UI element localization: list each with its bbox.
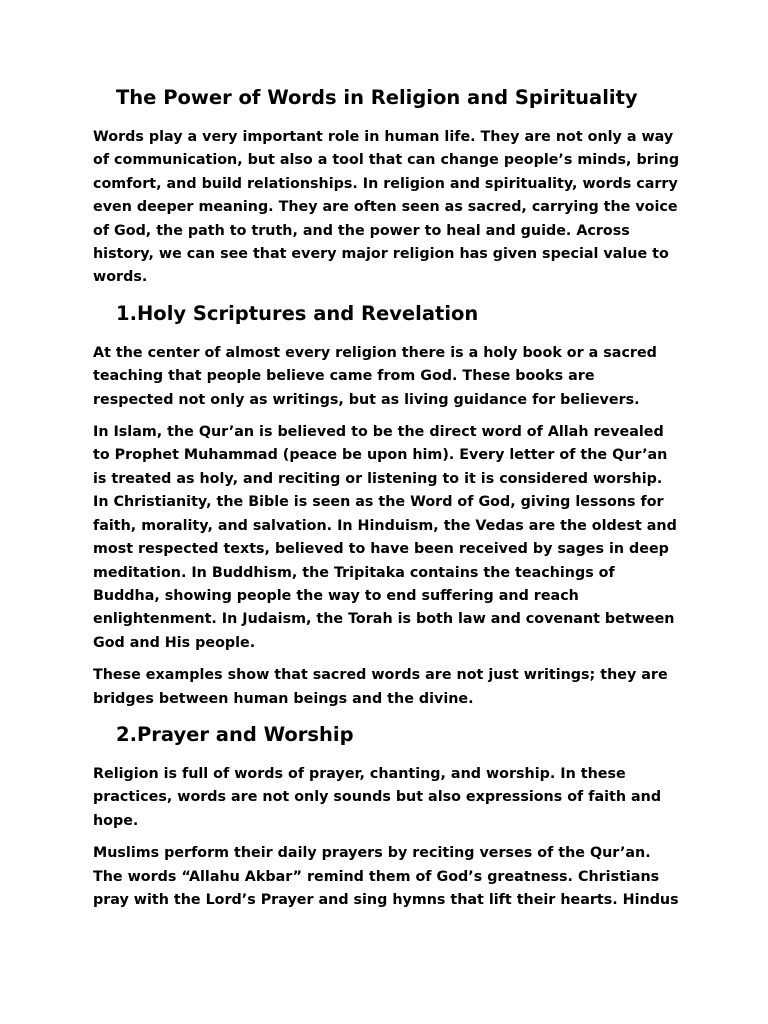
text-line: These examples show that sacred words are not just writings; they are	[93, 667, 668, 684]
text-line: Words play a very important role in human life. They are not only a way	[93, 129, 674, 145]
text-line: most respected texts, believed to have been received by sages in deep	[93, 541, 669, 558]
text-line: words.	[93, 269, 148, 286]
text-line: enlightenment. In Judaism, the Torah is both law and covenant between	[93, 611, 675, 628]
body-paragraph	[93, 763, 683, 833]
text-line: Buddha, showing people the way to end suffering and reach	[93, 587, 579, 604]
text-line: At the center of almost every religion there is a holy book or a sacred	[93, 344, 657, 361]
text-line: comfort, and build relationships. In religion and spirituality, words carry	[93, 175, 678, 192]
text-line: Religion is full of words of prayer, chanting, and worship. In these	[93, 765, 626, 782]
text-line: bridges between human beings and the divine.	[93, 690, 474, 707]
text-line: Muslims perform their daily prayers by reciting verses of the Qur’an.	[93, 845, 651, 862]
text-line: pray with the Lord’s Prayer and sing hymns that lift their hearts. Hindus	[93, 891, 679, 908]
section-title: Holy Scriptures and Revelation	[136, 301, 479, 325]
text-line: In Christianity, the Bible is seen as the Word of God, giving lessons for	[93, 494, 664, 511]
text-line: In Islam, the Qur’an is believed to be the direct word of Allah revealed	[93, 424, 664, 441]
text-line: The words “Allahu Akbar” remind them of God’s greatness. Christians	[93, 868, 660, 885]
text-line: teaching that people believe came from God. These books are	[93, 368, 595, 385]
text-line: God and His people.	[93, 634, 256, 651]
body-paragraph	[93, 664, 683, 711]
body-paragraph	[93, 421, 683, 655]
body-paragraph	[93, 842, 683, 912]
text-line: to Prophet Muhammad (peace be upon him). Every letter of the Qur’an	[93, 447, 668, 464]
section-heading-holy-scriptures	[116, 300, 683, 328]
text-line: history, we can see that every major religion has given special value to	[93, 246, 669, 263]
body-paragraph	[93, 342, 683, 412]
document-page	[93, 84, 683, 921]
section-number: 2.	[116, 722, 137, 746]
text-line: of communication, but also a tool that can change people’s minds, bring	[93, 152, 680, 169]
text-line: faith, morality, and salvation. In Hinduism, the Vedas are the oldest and	[93, 517, 677, 534]
intro-paragraph	[93, 126, 683, 290]
text-line: of God, the path to truth, and the power to heal and guide. Across	[93, 222, 630, 239]
text-line: meditation. In Buddhism, the Tripitaka contains the teachings of	[93, 564, 615, 581]
text-line: respected not only as writings, but as living guidance for believers.	[93, 391, 640, 408]
text-line: is treated as holy, and reciting or listening to it is considered worship.	[93, 470, 663, 487]
document-title: The Power of Words in Religion and Spirituality	[116, 86, 638, 109]
section-number: 1.	[116, 301, 137, 325]
section-title: Prayer and Worship	[136, 722, 354, 746]
text-line: practices, words are not only sounds but also expressions of faith and	[93, 789, 662, 806]
section-heading-prayer-worship	[116, 721, 683, 749]
text-line: even deeper meaning. They are often seen as sacred, carrying the voice	[93, 199, 678, 216]
text-line: hope.	[93, 812, 139, 829]
